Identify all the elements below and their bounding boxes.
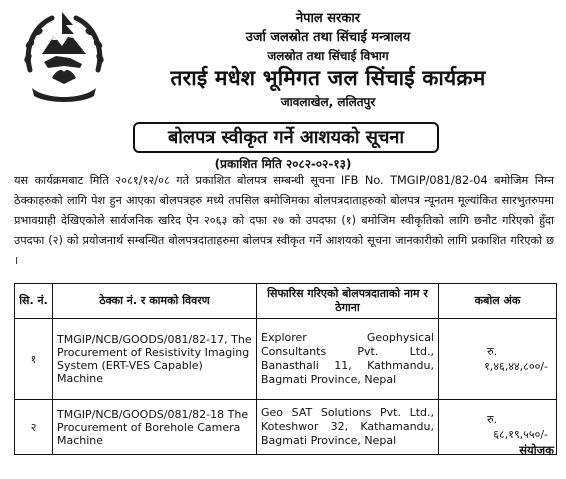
col-header-contract: ठेक्का नं. र कामको विवरण <box>53 284 257 319</box>
nepal-government-emblem-icon <box>16 8 112 104</box>
row-amount-cell <box>439 319 557 400</box>
row-contract: TMGIP/NCB/GOODS/081/82-17, The Procurement of Resistivity Imaging System (ERT-VES Capable) Machine <box>53 319 257 400</box>
office-location: जावलाखेल, ललितपुर <box>280 95 376 109</box>
department-name: जलस्रोत तथा सिंचाई विभाग <box>267 49 389 63</box>
row-contract: TMGIP/NCB/GOODS/081/82-18 The Procurement of Borehole Camera Machine <box>53 400 257 455</box>
row-currency: रु. <box>487 345 498 358</box>
notice-body: यस कार्यक्रमबाट मिति २०८१/१२/०८ गते प्रकाशित बोलपत्र सम्बन्धी सूचना IFB No. TMGIP/081/82-04 बमोजिम निम्न ठेक्काहरुको लागि पेश हुन आएका बोलपत्रहरु मध्ये तपसिल बमोजिमका बोलपत्रदाताहरुको बोलपत्र न्यूनतम मूल्यांकित सारभुतरुपमा प्रभावग्राही देखिएकोले सार्वजनिक खरिद ऐन २०६३ को दफा २७ को उपदफा (१) बमोजिम स्वीकृतिको लागि छनौट गरिएको हुँदा उपदफा (२) को प्रयोजनार्थ सम्बन्धित बोलपत्रदाताहरुमा बोलपत्र स्वीकृत गर्ने आशयको सूचना जानकारीको लागि प्रकाशित गरिएको छ । <box>14 174 554 267</box>
row-amount: १,४६,४४,८००/- <box>484 360 548 373</box>
col-header-bidder: सिफारिस गरिएको बोलपत्रदाताको नाम र ठेगाना <box>257 284 439 319</box>
col-header-amount: कबोल अंक <box>439 284 557 319</box>
government-name: नेपाल सरकार <box>295 11 361 26</box>
table-row <box>15 319 557 400</box>
table-row <box>15 400 557 455</box>
col-header-sn: सि. नं. <box>15 284 53 319</box>
bid-table <box>14 283 557 455</box>
row-amount: ६८,१९,५५०/- <box>493 428 548 441</box>
signatory: संयोजक <box>519 443 554 457</box>
ministry-name: उर्जा जलस्रोत तथा सिंचाई मन्त्रालय <box>245 30 411 45</box>
table-header-row <box>15 284 557 319</box>
row-sn: १ <box>15 319 53 400</box>
row-currency: रु. <box>487 413 498 426</box>
row-bidder: Explorer Geophysical Consultants Pvt. Ltd., Banasthali 11, Kathmandu, Bagmati Province, Nepal <box>257 319 439 400</box>
row-bidder: Geo SAT Solutions Pvt. Ltd., Koteshwor 32, Kathamandu, Bagmati Province, Nepal <box>257 400 439 455</box>
row-sn: २ <box>15 400 53 455</box>
notice-title: बोलपत्र स्वीकृत गर्ने आशयको सूचना <box>133 122 439 153</box>
published-date: (प्रकाशित मिति २०८२-०२-१३) <box>214 157 352 171</box>
program-name: तराई मधेश भूमिगत जल सिंचाई कार्यक्रम <box>170 66 486 90</box>
